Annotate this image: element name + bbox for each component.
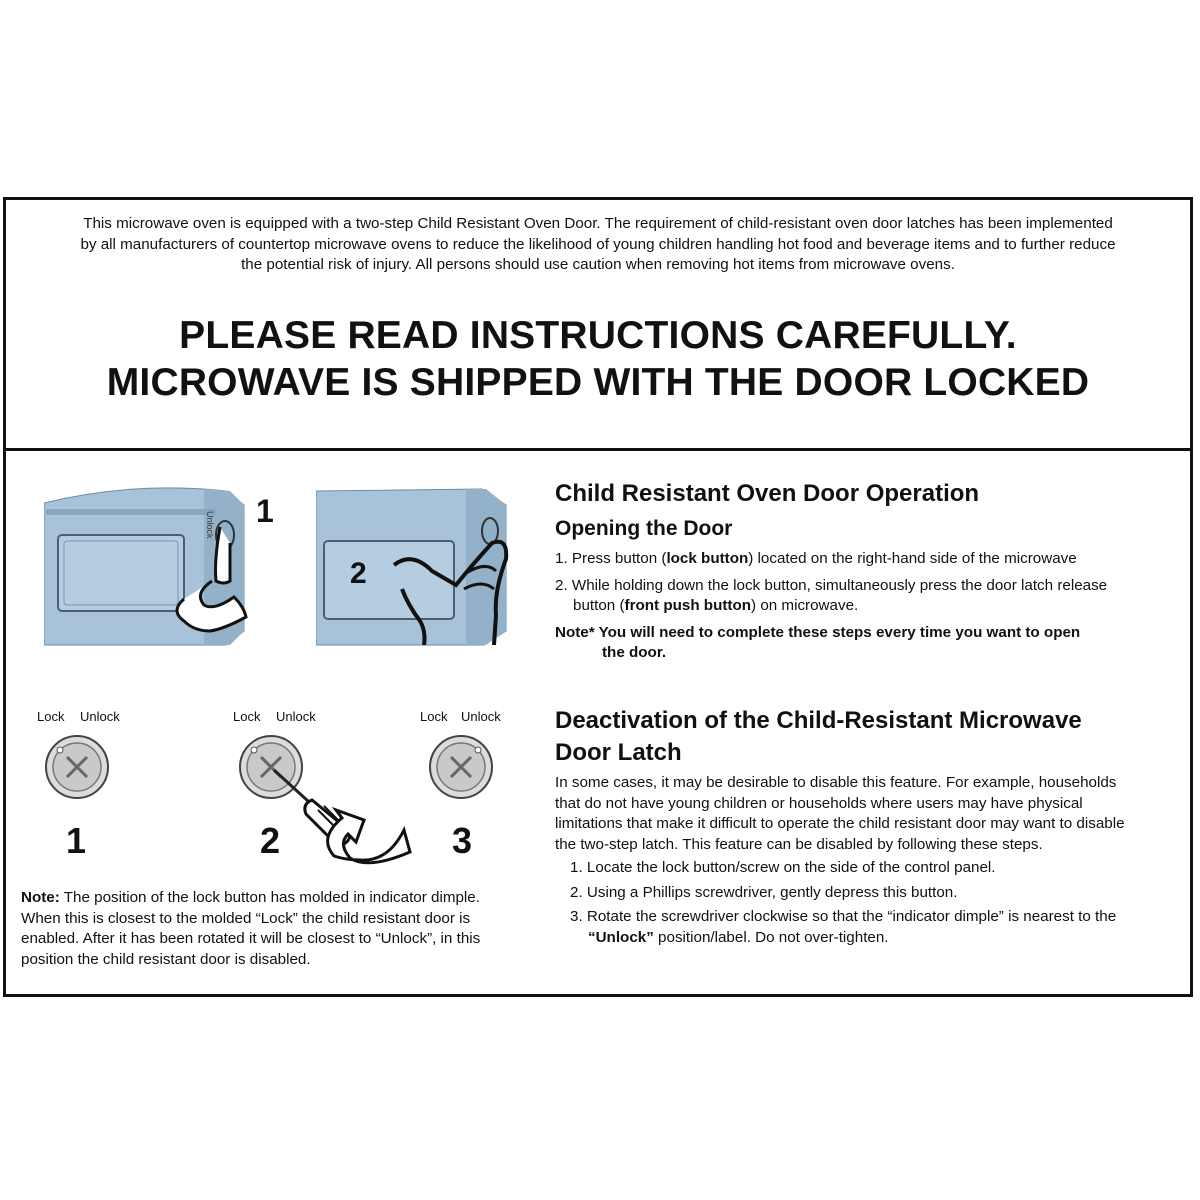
headline-line: MICROWAVE IS SHIPPED WITH THE DOOR LOCKED <box>106 361 1090 404</box>
intro-line: This microwave oven is equipped with a two-step Child Resistant Oven Door. The requirement of child-resistant oven door latches has been implemented <box>83 215 1113 232</box>
deactivation-step-3: 3. Rotate the screwdriver clockwise so that the “indicator dimple” is nearest to the <box>570 908 1117 925</box>
lock-label: Lock <box>37 709 65 724</box>
opening-steps <box>555 549 1185 664</box>
step-text: ) located on the right-hand side of the microwave <box>748 550 1077 567</box>
intro-line: the potential risk of injury. All persons should use caution when removing hot items from microwave ovens. <box>241 256 955 273</box>
opening-step-2: 2. While holding down the lock button, simultaneously press the door latch release <box>555 576 1108 594</box>
step-emphasis: lock button <box>666 550 749 567</box>
warning-headline <box>6 312 1190 406</box>
note-text: enabled. After it has been rotated it will be closest to “Unlock”, in this <box>21 930 481 947</box>
opening-step-1 <box>555 549 1185 570</box>
lock-label: Lock <box>420 709 448 724</box>
deactivation-steps <box>570 858 1190 948</box>
operation-note-cont: the door. <box>602 644 667 661</box>
deactivation-step-3-cont <box>570 928 1190 949</box>
opening-step-2-cont <box>555 596 1185 617</box>
intro-paragraph <box>22 214 1174 276</box>
deactivation-step-1: 1. Locate the lock button/screw on the side of the control panel. <box>570 859 996 876</box>
indicator-note <box>21 888 541 970</box>
unlock-label: Unlock <box>461 709 501 724</box>
operation-note: Note* You will need to complete these steps every time you want to open <box>555 623 1081 641</box>
operation-title: Child Resistant Oven Door Operation <box>555 480 980 507</box>
deactivation-paragraph <box>555 773 1185 855</box>
unlock-label: Unlock <box>276 709 316 724</box>
step-text: ) on microwave. <box>751 597 859 614</box>
deactivation-title <box>555 705 1082 769</box>
intro-line: by all manufacturers of countertop microwave ovens to reduce the likelihood of young children handling hot food and beverage items and to further reduce <box>80 235 1116 253</box>
deactivation-title-line: Deactivation of the Child-Resistant Microwave <box>555 707 1082 734</box>
step-emphasis: “Unlock” <box>588 928 654 946</box>
lock-label: Lock <box>233 709 261 724</box>
note-text: position the child resistant door is disabled. <box>21 950 311 968</box>
step-text: button ( <box>573 597 625 614</box>
opening-subtitle: Opening the Door <box>555 517 733 540</box>
paragraph-line: limitations that make it difficult to operate the child resistant door may want to disable <box>555 815 1125 832</box>
screw-step1-number: 1 <box>66 820 87 861</box>
screw-step3-number: 3 <box>452 820 473 861</box>
instruction-card <box>3 197 1193 997</box>
screw-lock-position-icon <box>44 734 110 800</box>
screw-unlock-position-icon <box>428 734 494 800</box>
door-step1-illustration <box>44 481 254 649</box>
deactivation-title-line: Door Latch <box>555 739 682 766</box>
door-step1-number: 1 <box>256 493 274 529</box>
header-section <box>6 200 1190 451</box>
door-step2-illustration <box>316 481 516 649</box>
paragraph-line: In some cases, it may be desirable to disable this feature. For example, households <box>555 774 1117 791</box>
note-label: Note: <box>21 889 60 906</box>
deactivation-step-2: 2. Using a Phillips screwdriver, gently depress this button. <box>570 883 958 901</box>
screw-step2-number: 2 <box>260 820 281 861</box>
unlock-label: Unlock <box>80 709 120 724</box>
paragraph-line: that do not have young children or households where users may have physical <box>555 794 1083 812</box>
step-emphasis: front push button <box>624 597 752 614</box>
door-step2-number: 2 <box>350 557 367 590</box>
note-text: The position of the lock button has molded in indicator dimple. <box>59 889 480 906</box>
note-text: When this is closest to the molded “Lock” the child resistant door is <box>21 909 471 927</box>
step-text: position/label. Do not over-tighten. <box>653 928 889 946</box>
paragraph-line: the two-step latch. This feature can be disabled by following these steps. <box>555 835 1043 853</box>
step-text: 1. Press button ( <box>555 550 667 567</box>
headline-line: PLEASE READ INSTRUCTIONS CAREFULLY. <box>179 314 1017 357</box>
side-label: Unlock <box>205 511 215 539</box>
